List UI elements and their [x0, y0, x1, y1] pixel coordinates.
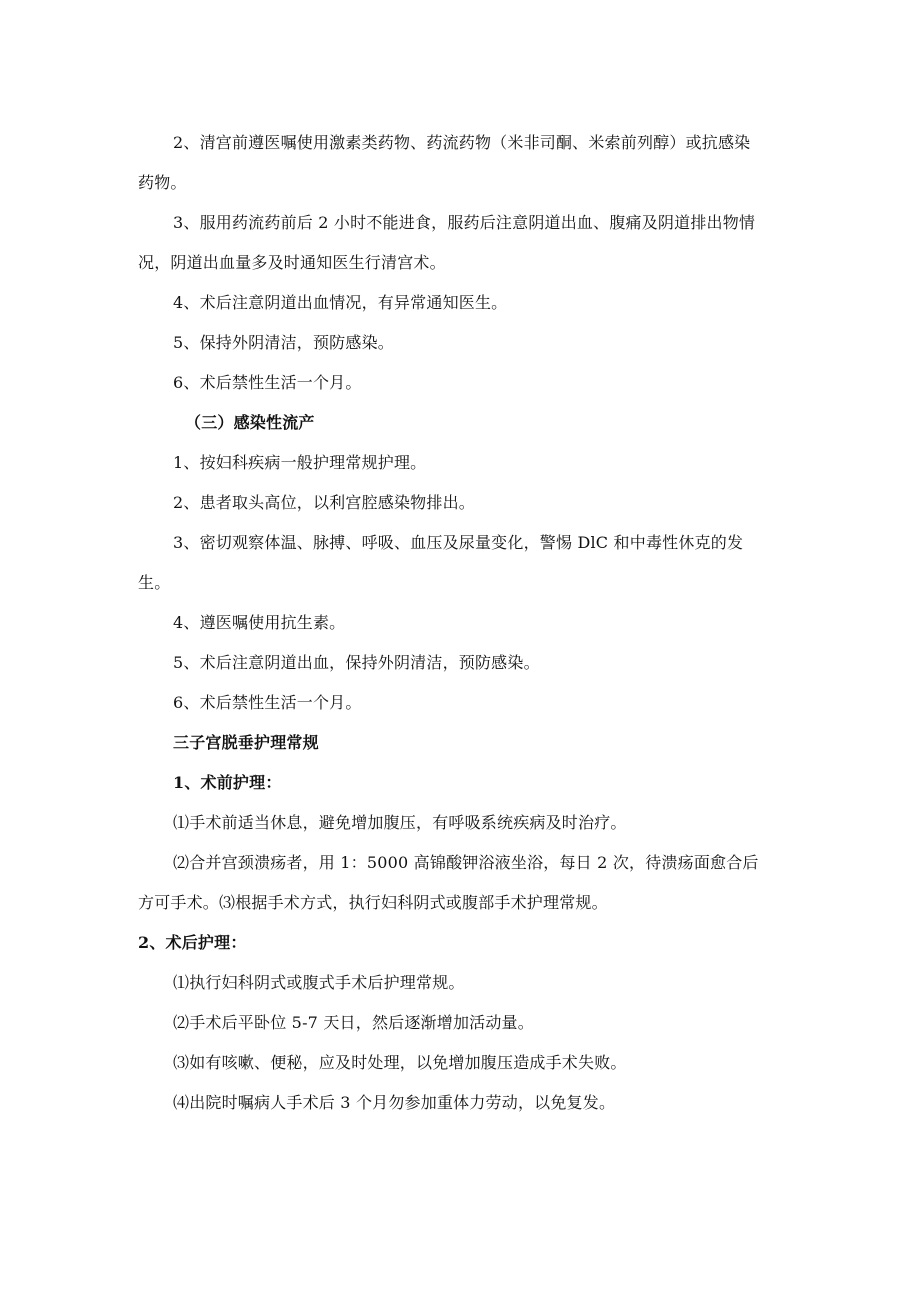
paragraph-line: 2、患者取头高位，以利宫腔感染物排出。	[173, 493, 475, 512]
paragraph-line: 1、按妇科疾病一般护理常规护理。	[173, 453, 427, 472]
paragraph-line: 6、术后禁性生活一个月。	[173, 373, 362, 392]
paragraph-line: 4、遵医嘱使用抗生素。	[173, 613, 346, 632]
paragraph-line: 生。	[138, 573, 171, 592]
paragraph-line: 5、保持外阴清洁，预防感染。	[173, 333, 394, 352]
paragraph-line: 6、术后禁性生活一个月。	[173, 693, 362, 712]
paragraph-line: 方可手术。⑶根据手术方式，执行妇科阴式或腹部手术护理常规。	[138, 893, 608, 912]
paragraph-line: 2、清宫前遵医嘱使用激素类药物、药流药物（米非司酮、米索前列醇）或抗感染	[173, 133, 751, 152]
paragraph-line: ⑵手术后平卧位 5-7 天日，然后逐渐增加活动量。	[173, 1013, 534, 1032]
paragraph-line: ⑴执行妇科阴式或腹式手术后护理常规。	[173, 973, 465, 992]
paragraph-line: 药物。	[138, 173, 187, 192]
section-heading: （三）感染性流产	[185, 413, 315, 432]
subsection-heading: 2、术后护理：	[138, 933, 247, 952]
paragraph-line: 5、术后注意阴道出血，保持外阴清洁，预防感染。	[173, 653, 540, 672]
paragraph-line: 况，阴道出血量多及时通知医生行清宫术。	[138, 253, 446, 272]
section-heading: 三子宫脱垂护理常规	[173, 733, 319, 752]
paragraph-line: 3、密切观察体温、脉搏、呼吸、血压及尿量变化，警惕 DlC 和中毒性休克的发	[173, 533, 744, 552]
paragraph-line: ⑵合并宫颈溃疡者，用 1：5000 高锦酸钾浴液坐浴，每日 2 次，待溃疡面愈合后	[173, 853, 759, 872]
paragraph-line: 3、服用药流药前后 2 小时不能进食，服药后注意阴道出血、腹痛及阴道排出物情	[173, 213, 756, 232]
paragraph-line: ⑶如有咳嗽、便秘，应及时处理，以免增加腹压造成手术失败。	[173, 1053, 627, 1072]
paragraph-line: ⑷出院时嘱病人手术后 3 个月勿参加重体力劳动，以免复发。	[173, 1093, 616, 1112]
subsection-heading: 1、术前护理：	[173, 773, 282, 792]
paragraph-line: ⑴手术前适当休息，避免增加腹压，有呼吸系统疾病及时治疗。	[173, 813, 627, 832]
paragraph-line: 4、术后注意阴道出血情况，有异常通知医生。	[173, 293, 508, 312]
